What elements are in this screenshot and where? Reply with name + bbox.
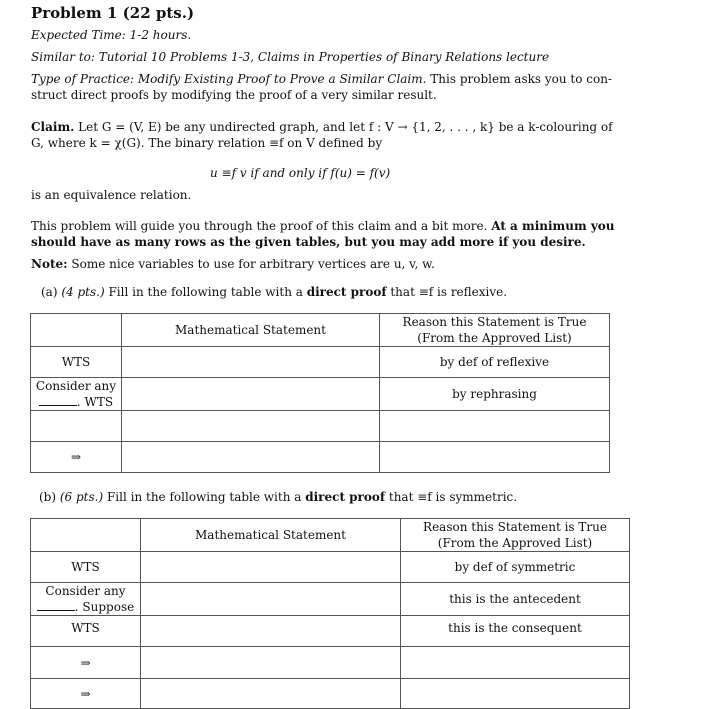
claim-text-1: Let G = (V, E) be any undirected graph, and let f : V → {1, 2, . . . , k} be a k-colouring of xyxy=(74,120,613,134)
table-header-row xyxy=(31,314,610,347)
row-label: WTS xyxy=(31,616,141,647)
header-statement: Mathematical Statement xyxy=(122,314,380,347)
note-text: Some nice variables to use for arbitrary vertices are u, v, w. xyxy=(67,257,435,271)
statement-cell[interactable] xyxy=(122,378,380,411)
practice-desc-2: struct direct proofs by modifying the proof of a very similar result. xyxy=(31,88,437,102)
reason-cell xyxy=(380,411,610,442)
practice-desc-1: This problem asks you to con- xyxy=(426,72,612,86)
row-label: WTS xyxy=(31,347,122,378)
practice-line-1 xyxy=(31,72,612,86)
part-b-prompt xyxy=(39,490,517,504)
guide-text: This problem will guide you through the proof of this claim and a bit more. xyxy=(31,219,492,233)
row-label: WTS xyxy=(31,552,141,583)
note-label: Note: xyxy=(31,257,68,271)
claim-formula: u ≡f v if and only if f(u) = f(v) xyxy=(210,166,391,180)
implies-arrow: ⇒ xyxy=(31,679,141,709)
statement-cell[interactable] xyxy=(141,552,401,583)
table-row xyxy=(31,647,630,679)
statement-cell[interactable] xyxy=(122,411,380,442)
statement-cell[interactable] xyxy=(141,616,401,647)
claim-label: Claim. xyxy=(31,120,75,134)
note-line xyxy=(31,257,435,271)
implies-arrow: ⇒ xyxy=(31,442,122,473)
problem-title: Problem 1 (22 pts.) xyxy=(31,4,195,22)
part-a-prompt xyxy=(41,285,507,299)
part-a-text-2: that ≡f is reflexive. xyxy=(386,285,508,299)
header-label-cell xyxy=(31,314,122,347)
proof-table-symmetric xyxy=(30,518,630,709)
reason-cell: by rephrasing xyxy=(380,378,610,411)
part-b-prefix: (b) xyxy=(39,490,60,504)
table-row xyxy=(31,616,630,647)
part-b-points: (6 pts.) xyxy=(59,490,104,504)
claim-line-3: is an equivalence relation. xyxy=(31,188,192,202)
statement-cell[interactable] xyxy=(122,347,380,378)
header-label-cell xyxy=(31,519,141,552)
reason-cell: this is the antecedent xyxy=(401,583,630,616)
table-row xyxy=(31,347,610,378)
fill-blank[interactable] xyxy=(37,600,75,611)
table-row xyxy=(31,679,630,709)
claim-line-1 xyxy=(31,120,613,134)
part-b-text-1: Fill in the following table with a xyxy=(103,490,306,504)
reason-cell xyxy=(401,647,630,679)
statement-cell[interactable] xyxy=(141,679,401,709)
reason-cell xyxy=(380,442,610,473)
guide-bold-2: should have as many rows as the given tables, but you may add more if you desire. xyxy=(31,235,586,249)
table-row xyxy=(31,552,630,583)
table-row xyxy=(31,411,610,442)
header-statement: Mathematical Statement xyxy=(141,519,401,552)
implies-arrow: ⇒ xyxy=(31,647,141,679)
statement-cell[interactable] xyxy=(141,647,401,679)
row-label: Consider any . Suppose xyxy=(31,583,141,616)
part-a-prefix: (a) xyxy=(41,285,62,299)
guide-bold-1: At a minimum you xyxy=(491,219,615,233)
table-header-row xyxy=(31,519,630,552)
header-reason: Reason this Statement is True (From the Approved List) xyxy=(380,314,610,347)
reason-cell: by def of reflexive xyxy=(380,347,610,378)
part-a-text-1: Fill in the following table with a xyxy=(104,285,307,299)
statement-cell[interactable] xyxy=(141,583,401,616)
proof-table-reflexive xyxy=(30,313,610,473)
reason-cell: by def of symmetric xyxy=(401,552,630,583)
row-label: Consider any . WTS xyxy=(31,378,122,411)
row-label xyxy=(31,411,122,442)
part-a-points: (4 pts.) xyxy=(61,285,105,299)
part-b-bold: direct proof xyxy=(305,490,386,504)
similar-to: Similar to: Tutorial 10 Problems 1-3, Claims in Properties of Binary Relations lecture xyxy=(31,50,550,64)
claim-line-2: G, where k = χ(G). The binary relation ≡f on V defined by xyxy=(31,136,383,150)
practice-type: Type of Practice: Modify Existing Proof to Prove a Similar Claim. xyxy=(31,72,427,86)
table-row xyxy=(31,583,630,616)
expected-time: Expected Time: 1-2 hours. xyxy=(31,28,192,42)
part-b-text-2: that ≡f is symmetric. xyxy=(385,490,518,504)
reason-cell: this is the consequent xyxy=(401,616,630,647)
part-a-bold: direct proof xyxy=(306,285,387,299)
fill-blank[interactable] xyxy=(39,395,77,406)
table-row xyxy=(31,442,610,473)
guide-line-1 xyxy=(31,219,615,233)
statement-cell[interactable] xyxy=(122,442,380,473)
header-reason: Reason this Statement is True (From the Approved List) xyxy=(401,519,630,552)
table-row xyxy=(31,378,610,411)
reason-cell xyxy=(401,679,630,709)
